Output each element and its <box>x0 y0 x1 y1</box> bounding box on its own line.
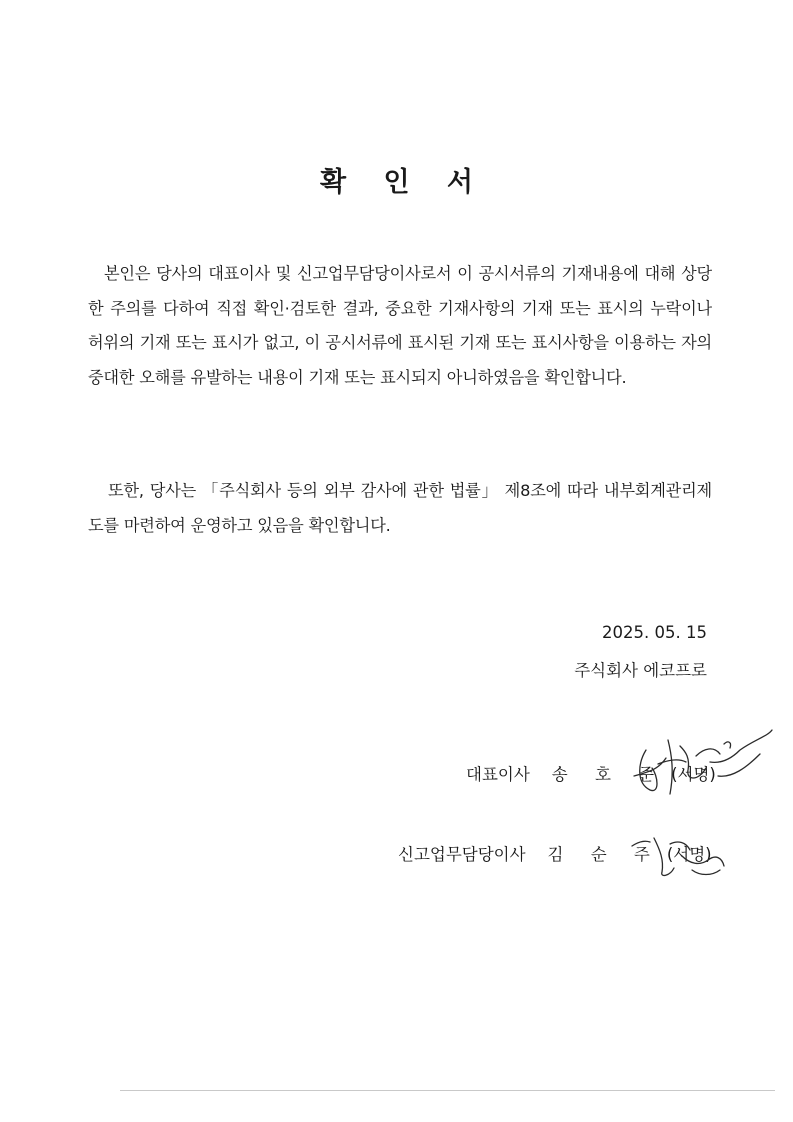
company-name: 주식회사 에코프로 <box>574 661 707 680</box>
signatory-ceo <box>466 761 716 785</box>
signatory-role: 신고업무담당이사 <box>398 845 526 864</box>
signatory-name: 김 순 주 <box>547 845 661 864</box>
signatory-name: 송 호 준 <box>551 765 666 784</box>
confirmation-paragraph: 본인은 당사의 대표이사 및 신고업무담당이사로서 이 공시서류의 기재내용에 대해 상당한 주의를 다하여 직접 확인·검토한 결과, 중요한 기재사항의 기재 또는 표시의 누락이나 허위의 기재 또는 표시가 없고, 이 공시서류에 표시된 기재 또는 표시사항을 이용하는 자의 중대한 오해를 유발하는 내용이 기재 또는 표시되지 아니하였음을 확인합니다. <box>88 264 712 387</box>
document-date: 2025. 05. 15 <box>602 623 707 642</box>
document-title: 확 인 서 <box>319 167 488 198</box>
internal-control-paragraph: 또한, 당사는 「주식회사 등의 외부 감사에 관한 법률」 제8조에 따라 내부회계관리제도를 마련하여 운영하고 있음을 확인합니다. <box>88 481 712 535</box>
signatory-disclosure-officer <box>398 841 712 865</box>
signature-label: (서명) <box>666 845 712 864</box>
signature-label: (서명) <box>671 765 716 784</box>
scan-edge-line <box>120 1090 775 1091</box>
signatory-role: 대표이사 <box>466 765 530 784</box>
